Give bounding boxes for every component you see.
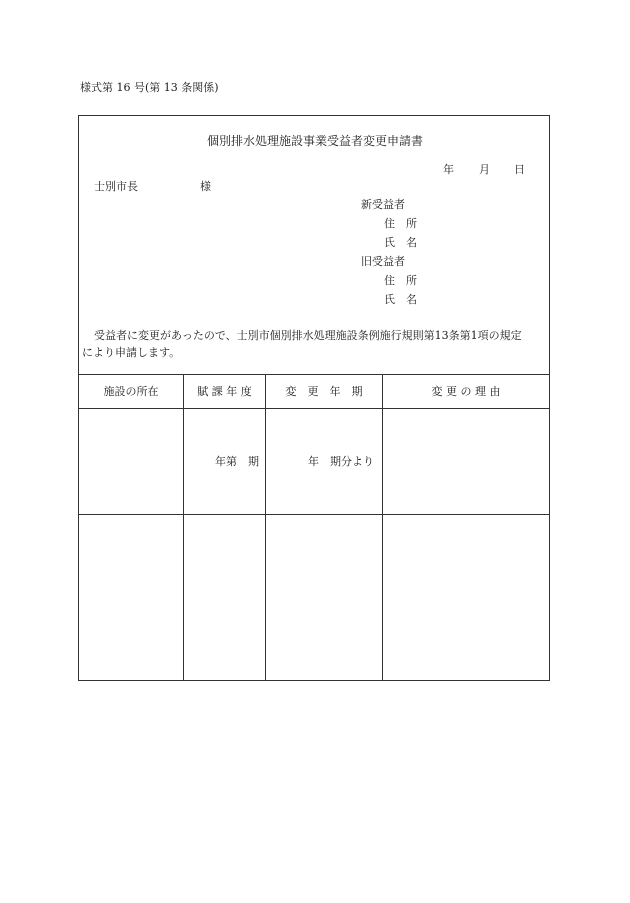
old-beneficiary-name-label: 氏 名 [384,293,417,306]
table-top-border [78,374,550,375]
body-text-line-1: 受益者に変更があったので、士別市個別排水処理施設条例施行規則第13条第1項の規定 [94,329,522,342]
table-column-divider-2 [265,374,266,681]
new-beneficiary-address-label: 住 所 [384,217,417,230]
table-header-reason: 変 更 の 理 由 [431,385,501,398]
addressee-name: 士別市長 [94,180,138,193]
new-beneficiary-name-label: 氏 名 [384,236,417,249]
table-cell-change-period: 年 期分より [308,455,374,468]
table-column-divider-3 [382,374,383,681]
table-row-divider [78,514,550,515]
table-header-location: 施設の所在 [103,385,159,398]
body-text-line-2: により申請します。 [82,346,181,359]
date-day-label: 日 [514,163,525,176]
table-column-divider-1 [183,374,184,681]
form-number: 様式第 16 号(第 13 条関係) [80,81,219,94]
date-month-label: 月 [479,163,490,176]
date-year-label: 年 [443,163,454,176]
table-header-change-period: 変 更 年 期 [285,385,363,398]
form-title: 個別排水処理施設事業受益者変更申請書 [207,134,424,148]
new-beneficiary-heading: 新受益者 [361,198,405,211]
form-frame [78,115,550,681]
table-cell-tax-year: 年第 期 [215,455,259,468]
old-beneficiary-heading: 旧受益者 [361,255,405,268]
table-header-border [78,408,550,409]
old-beneficiary-address-label: 住 所 [384,274,417,287]
addressee-suffix: 様 [200,180,211,193]
table-header-tax-year: 賦 課 年 度 [197,385,252,398]
